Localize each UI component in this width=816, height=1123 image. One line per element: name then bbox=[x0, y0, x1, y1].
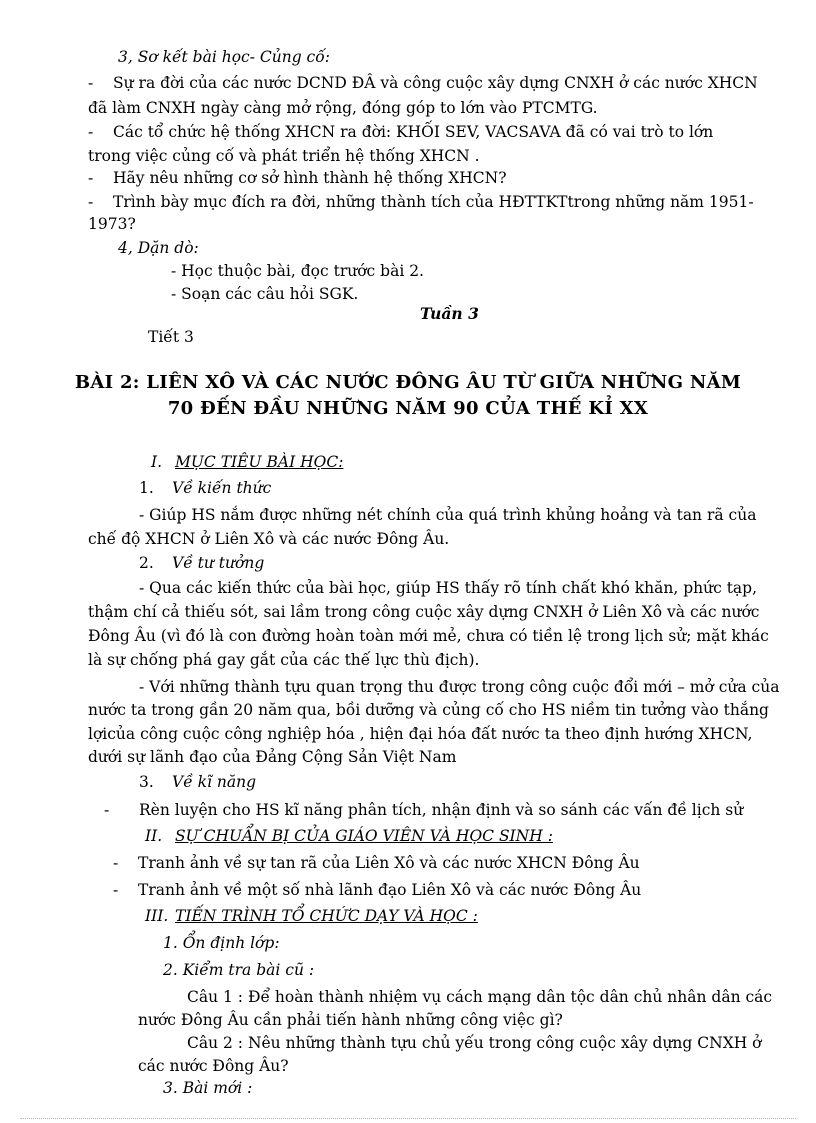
knowledge-num: 1. bbox=[139, 479, 154, 497]
knowledge-line: - Giúp HS nắm được những nét chính của quá trình khủng hoảng và tan rã của bbox=[139, 506, 757, 524]
ideology-line: lợicủa công cuộc công nghiệp hóa , hiện đại hóa đất nước ta theo định hướng XHCN, bbox=[88, 725, 753, 743]
prep-item: Tranh ảnh về một số nhà lãnh đạo Liên Xô và các nước Đông Âu bbox=[138, 881, 642, 899]
homework-heading: 4, Dặn dò: bbox=[118, 239, 199, 257]
bullet-dash: - bbox=[113, 854, 119, 872]
skills-num: 3. bbox=[139, 773, 154, 791]
period-label: Tiết 3 bbox=[148, 328, 194, 346]
knowledge-line: chế độ XHCN ở Liên Xô và các nước Đông Âu. bbox=[88, 530, 450, 548]
skills-heading: Về kĩ năng bbox=[172, 773, 257, 791]
lesson-title-line1: BÀI 2: LIÊN XÔ VÀ CÁC NƯỚC ĐÔNG ÂU TỪ GIỮA NHỮNG NĂM bbox=[74, 372, 742, 393]
question-line: các nước Đông Âu? bbox=[138, 1057, 289, 1075]
ideology-heading: Về tư tưởng bbox=[172, 554, 265, 572]
ideology-line: dưới sự lãnh đạo của Đảng Cộng Sản Việt Nam bbox=[88, 748, 457, 766]
lesson-title-line2: 70 ĐẾN ĐẦU NHỮNG NĂM 90 CỦA THẾ KỈ XX bbox=[167, 398, 649, 419]
bullet-dash: - bbox=[88, 74, 94, 92]
ideology-line: là sự chống phá gay gắt của các thế lực thù địch). bbox=[88, 651, 480, 669]
step-class-order: 1. Ổn định lớp: bbox=[163, 934, 280, 952]
ideology-line: nước ta trong gần 20 năm qua, bồi dưỡng và củng cố cho HS niềm tin tưởng vào thắng bbox=[88, 701, 769, 719]
summary-line: Các tổ chức hệ thống XHCN ra đời: KHỐI SEV, VACSAVA đã có vai trò to lớn bbox=[113, 123, 714, 141]
summary-line: 1973? bbox=[88, 215, 136, 233]
bullet-dash: - bbox=[88, 123, 94, 141]
homework-item: - Soạn các câu hỏi SGK. bbox=[171, 285, 359, 303]
section3-num: III. bbox=[145, 907, 169, 925]
ideology-line: - Qua các kiến thức của bài học, giúp HS thấy rõ tính chất khó khăn, phức tạp, bbox=[139, 579, 758, 597]
bullet-dash: - bbox=[113, 881, 119, 899]
summary-line: Hãy nêu những cơ sở hình thành hệ thống XHCN? bbox=[113, 169, 507, 187]
ideology-line: Đông Âu (vì đó là con đường hoàn toàn mới mẻ, chưa có tiền lệ trong lịch sử; mặt khác bbox=[88, 627, 769, 645]
section1-heading: MỤC TIÊU BÀI HỌC: bbox=[175, 453, 344, 471]
bullet-dash: - bbox=[104, 801, 110, 819]
bullet-dash: - bbox=[88, 169, 94, 187]
section3-heading: TIẾN TRÌNH TỔ CHỨC DẠY VÀ HỌC : bbox=[175, 907, 478, 925]
question-line: Câu 1 : Để hoàn thành nhiệm vụ cách mạng dân tộc dân chủ nhân dân các bbox=[187, 988, 773, 1006]
ideology-line: thậm chí cả thiếu sót, sai lầm trong công cuộc xây dựng CNXH ở Liên Xô và các nước bbox=[88, 603, 760, 621]
question-line: Câu 2 : Nêu những thành tựu chủ yếu trong công cuộc xây dựng CNXH ở bbox=[187, 1034, 762, 1052]
ideology-line: - Với những thành tựu quan trọng thu được trong công cuộc đổi mới – mở cửa của bbox=[139, 678, 780, 696]
question-line: nước Đông Âu cần phải tiến hành những công việc gì? bbox=[138, 1011, 563, 1029]
section2-num: II. bbox=[145, 827, 163, 845]
section1-num: I. bbox=[151, 453, 163, 471]
summary-line: Sự ra đời của các nước DCND ĐÂ và công cuộc xây dựng CNXH ở các nước XHCN bbox=[113, 74, 758, 92]
summary-line: đã làm CNXH ngày càng mở rộng, đóng góp to lớn vào PTCMTG. bbox=[88, 99, 598, 117]
week-label: Tuần 3 bbox=[420, 304, 479, 323]
ideology-num: 2. bbox=[139, 554, 154, 572]
skills-line: Rèn luyện cho HS kĩ năng phân tích, nhận định và so sánh các vấn đề lịch sử bbox=[139, 801, 744, 819]
prep-item: Tranh ảnh về sự tan rã của Liên Xô và các nước XHCN Đông Âu bbox=[138, 854, 640, 872]
section2-heading: SỰ CHUẨN BỊ CỦA GIÁO VIÊN VÀ HỌC SINH : bbox=[175, 827, 553, 845]
page-bottom-border bbox=[20, 1118, 796, 1119]
summary-line: Trình bày mục đích ra đời, những thành tích của HĐTTKTtrong những năm 1951- bbox=[113, 193, 754, 211]
step-new-lesson: 3. Bài mới : bbox=[163, 1079, 253, 1097]
bullet-dash: - bbox=[88, 193, 94, 211]
homework-item: - Học thuộc bài, đọc trước bài 2. bbox=[171, 262, 424, 280]
summary-heading: 3, Sơ kết bài học- Củng cố: bbox=[118, 48, 330, 66]
summary-line: trong việc củng cố và phát triển hệ thống XHCN . bbox=[88, 147, 480, 165]
step-old-lesson-check: 2. Kiểm tra bài cũ : bbox=[163, 961, 315, 979]
knowledge-heading: Về kiến thức bbox=[172, 479, 272, 497]
